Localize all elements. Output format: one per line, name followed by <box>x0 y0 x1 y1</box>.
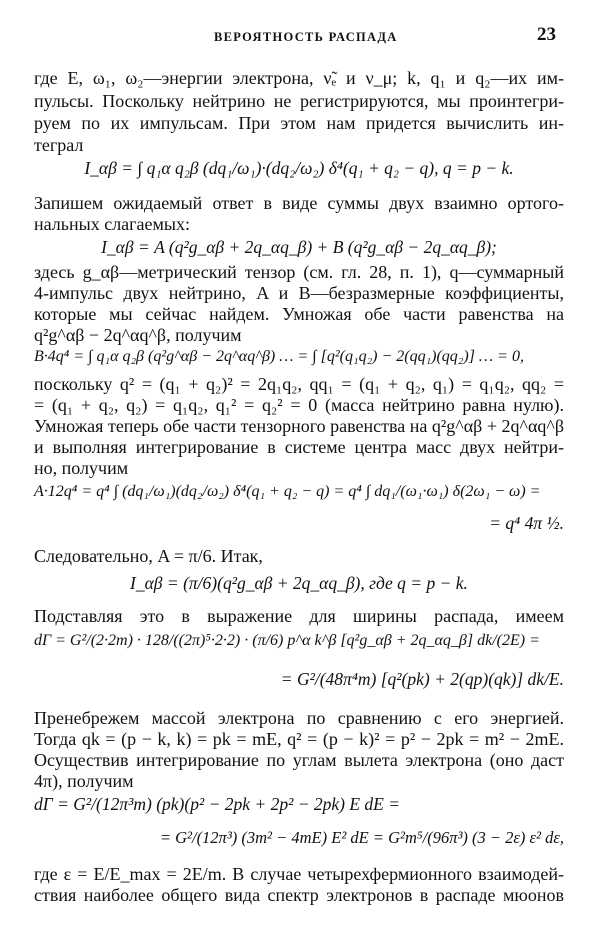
text-line: которые мы сейчас найдем. Умножая обе части равенства на <box>34 304 564 324</box>
text-line: q²g^αβ − 2q^αq^β, получим <box>34 325 242 345</box>
equation-7a: dΓ = G²/(12π³m) (pk)(p² − 2pk + 2p² − 2pk) E dE = <box>34 794 401 814</box>
text-line: нальных слагаемых: <box>34 214 191 234</box>
text-line: руем по их импульсам. При этом нам придется вычислить ин- <box>34 113 564 133</box>
text-line: Пренебрежем массой электрона по сравнению с его энергией. <box>34 708 564 728</box>
equation-6b: = G²/(48π⁴m) [q²(pk) + 2(qp)(qk)] dk/E. <box>280 669 564 689</box>
text-line: теграл <box>34 135 84 155</box>
page-number: 23 <box>537 24 556 45</box>
text-line: где ε = E/E_max = 2E/m. В случае четырехфермионного взаимодей- <box>34 864 564 884</box>
equation-2: I_αβ = A (q²g_αβ + 2q_αq_β) + B (q²g_αβ − 2q_αq_β); <box>101 237 497 257</box>
running-title: ВЕРОЯТНОСТЬ РАСПАДА <box>214 30 398 44</box>
text-line: здесь g_αβ—метрический тензор (см. гл. 28, п. 1), q—суммарный <box>34 262 564 282</box>
text-line: Запишем ожидаемый ответ в виде суммы двух взаимно ортого- <box>34 193 564 213</box>
equation-3: B·4q⁴ = ∫ q₁α q₂β (q²g^αβ − 2q^αq^β) … = ∫ [q²(q₁q₂) − 2(qq₁)(qq₂)] … = 0, <box>34 348 524 365</box>
running-header <box>0 22 600 50</box>
text-line: 4-импульс двух нейтрино, A и B—безразмерные коэффициенты, <box>34 283 564 303</box>
text-line: пульсы. Поскольку нейтрино не регистрируются, мы проинтегри- <box>34 91 564 111</box>
text-line: Следовательно, A = π/6. Итак, <box>34 546 263 566</box>
text-line: и выполняя интегрирование в системе центра масс двух нейтри- <box>34 437 564 457</box>
text-line: Осуществив интегрирование по углам вылета электрона (оно даст <box>34 750 564 770</box>
text-line: = (q₁ + q₂, q₂) = q₁q₂, q₁² = q₂² = 0 (масса нейтрино равна нулю). <box>34 395 564 415</box>
equation-4b: = q⁴ 4π ½. <box>489 513 564 533</box>
text-line: 4π), получим <box>34 771 134 791</box>
equation-4a: A·12q⁴ = q⁴ ∫ (dq₁/ω₁)(dq₂/ω₂) δ⁴(q₁ + q₂ − q) = q⁴ ∫ dq₁/(ω₁·ω₁) δ(2ω₁ − ω) = <box>34 483 541 500</box>
equation-7b: = G²/(12π³) (3m² − 4mE) E² dE = G²m⁵/(96π³) (3 − 2ε) ε² dε, <box>159 828 564 847</box>
text-line: Тогда qk = (p − k, k) = pk = mE, q² = (p − k)² = p² − 2pk = m² − 2mE. <box>34 729 564 749</box>
text-line: поскольку q² = (q₁ + q₂)² = 2q₁q₂, qq₁ = (q₁ + q₂, q₁) = q₁q₂, qq₂ = <box>34 374 564 394</box>
text-line: Умножая теперь обе части тензорного равенства на q²g^αβ + 2q^αq^β <box>34 416 564 436</box>
equation-6a: dΓ = G²/(2·2m) · 128/((2π)⁵·2·2) · (π/6) p^α k^β [q²g_αβ + 2q_αq_β] dk/(2E) = <box>34 632 540 649</box>
equation-5: I_αβ = (π/6)(q²g_αβ + 2q_αq_β), где q = p − k. <box>130 573 468 593</box>
text-line: где E, ω₁, ω₂—энергии электрона, ν̃ₑ и ν_μ; k, q₁ и q₂—их им- <box>34 68 564 88</box>
text-line: но, получим <box>34 458 129 478</box>
text-line: ствия наиболее общего вида спектр электронов в распаде мюонов <box>34 885 564 905</box>
equation-1: I_αβ = ∫ q₁α q₂β (dq₁/ω₁)·(dq₂/ω₂) δ⁴(q₁ + q₂ − q), q = p − k. <box>84 158 514 178</box>
text-line: Подставляя это в выражение для ширины распада, имеем <box>34 606 564 626</box>
